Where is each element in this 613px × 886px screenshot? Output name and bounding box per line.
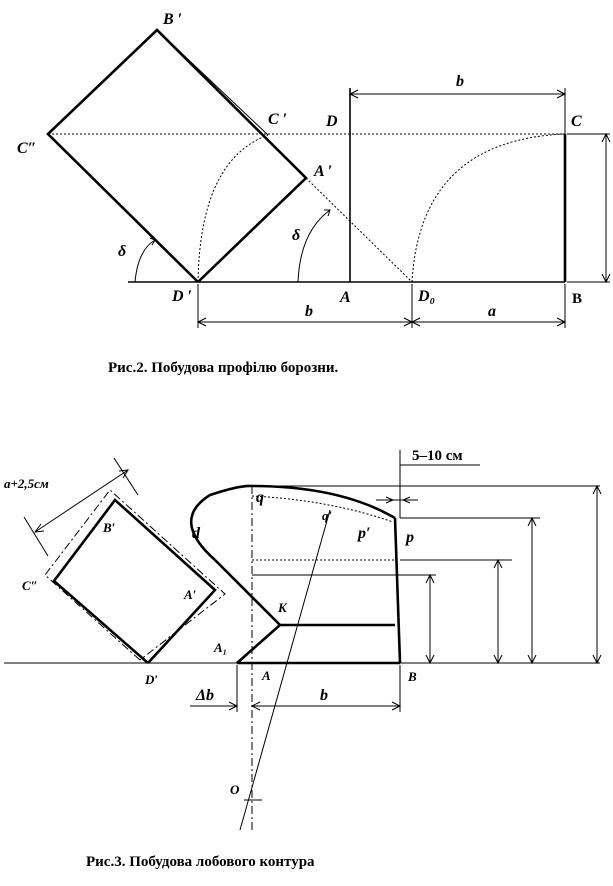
- label-k: K: [278, 600, 287, 615]
- label-delta-left: δ: [118, 243, 127, 260]
- rotated-section-outline: [48, 30, 306, 282]
- label-d-prime-3: D′: [145, 672, 159, 687]
- caption-fig2: Рис.2. Побудова профілю борозни.: [108, 360, 339, 376]
- label-delta-mid: δ: [292, 227, 301, 244]
- label-c-double: C″: [17, 140, 37, 157]
- label-b-prime-3: B′: [103, 520, 116, 535]
- label-c-double-3: C″: [22, 578, 38, 593]
- line-k-slope: [215, 560, 280, 625]
- line-a1-k: [237, 625, 280, 663]
- front-contour-right: [395, 518, 400, 663]
- label-a-prime-3: A′: [184, 587, 197, 602]
- line-o: [240, 510, 330, 830]
- front-contour-left: [191, 486, 252, 560]
- label-a-dim: a: [488, 303, 496, 320]
- label-q-prime: q′: [322, 508, 333, 523]
- label-p: p: [406, 529, 414, 546]
- label-a-plus: a+2,5см: [4, 476, 49, 491]
- caption-fig3: Рис.3. Побудова лобового контура: [86, 854, 315, 870]
- label-c-prime: C ′: [268, 111, 288, 128]
- label-o: O: [230, 782, 240, 797]
- label-delta-b: Δb: [196, 687, 215, 704]
- figure-3: [4, 448, 601, 870]
- label-b-3: B: [408, 669, 417, 684]
- label-b-prime: B ′: [163, 11, 183, 28]
- line-a-prime-to-d0: [306, 178, 412, 282]
- delta-arc-left: [135, 240, 155, 282]
- label-a-3: A: [262, 668, 271, 683]
- label-a1: A₁: [214, 640, 228, 655]
- label-5-10: 5–10 см: [412, 448, 463, 464]
- dim-arrow: [35, 524, 44, 532]
- label-p-prime: p′: [358, 525, 371, 542]
- label-d: d: [192, 525, 200, 542]
- label-c: C: [571, 113, 582, 130]
- delta-arc-mid: [298, 210, 330, 282]
- label-b-top: b: [456, 73, 464, 90]
- label-d-prime: D ′: [172, 288, 193, 305]
- label-b-bottom: b: [305, 303, 313, 320]
- arc-c-d0: [412, 134, 565, 282]
- figure-2: [17, 11, 610, 376]
- line-b-prime-to-c-prime: [157, 30, 268, 135]
- label-d: D: [326, 113, 338, 130]
- label-b-dim: b: [320, 687, 328, 704]
- label-a-prime: A ′: [314, 163, 333, 180]
- label-b: B: [572, 291, 583, 307]
- label-d0: D₀: [418, 288, 436, 305]
- arc-c-prime: [198, 135, 268, 282]
- label-a: A: [340, 289, 351, 306]
- ext-line: [24, 517, 48, 556]
- label-q: q: [256, 489, 264, 506]
